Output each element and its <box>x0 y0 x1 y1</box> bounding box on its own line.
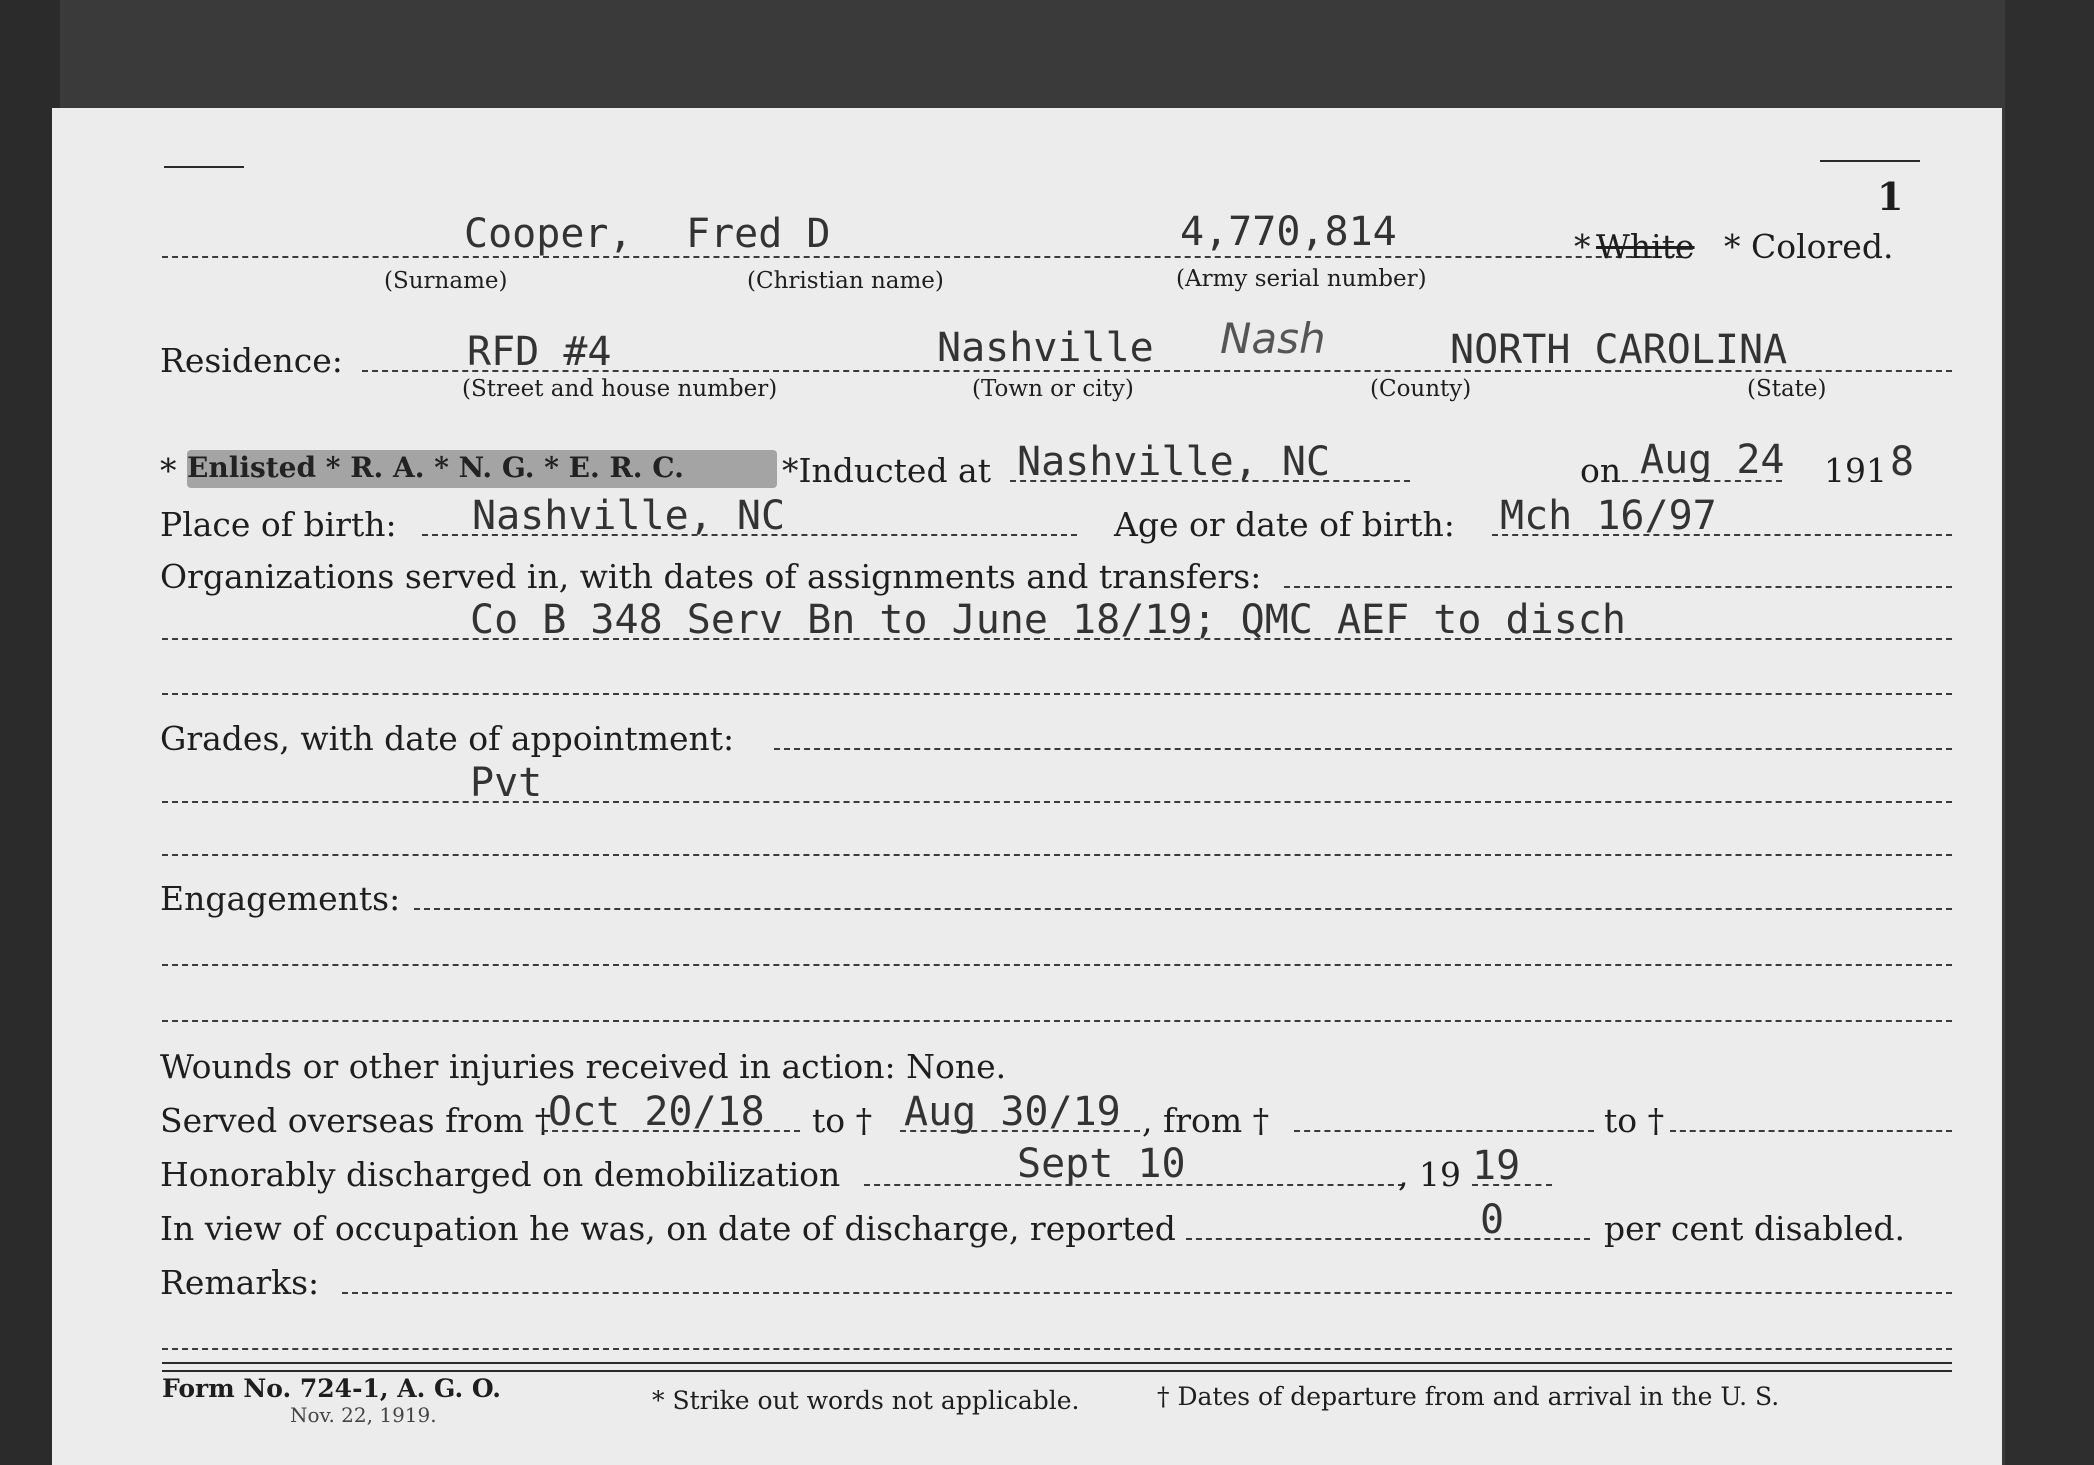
overseas-to-label: to † <box>812 1101 873 1140</box>
race-asterisk: * <box>1574 227 1591 266</box>
date-of-birth-value: Mch 16/97 <box>1500 493 1717 539</box>
footer-rule-1 <box>162 1362 1952 1364</box>
state-caption: (State) <box>1747 376 1827 402</box>
grades-line-2 <box>162 801 1952 803</box>
organizations-line-1 <box>1284 586 1952 588</box>
residence-street-value: RFD #4 <box>467 329 612 375</box>
disability-label: In view of occupation he was, on date of discharge, reported <box>160 1209 1176 1248</box>
town-caption: (Town or city) <box>972 376 1134 402</box>
discharge-year-suffix: 19 <box>1472 1143 1521 1189</box>
serial-number-caption: (Army serial number) <box>1176 266 1427 292</box>
scan-background-right <box>2005 0 2094 1465</box>
discharge-date-value: Sept 10 <box>1017 1141 1186 1187</box>
remarks-line-1 <box>342 1292 1952 1294</box>
overseas-from-value: Oct 20/18 <box>548 1089 765 1135</box>
grades-label: Grades, with date of appointment: <box>160 719 735 758</box>
surname-caption: (Surname) <box>384 268 508 294</box>
footer-rule-2 <box>162 1370 1952 1372</box>
engagements-line-1 <box>414 908 1952 910</box>
form-date: Nov. 22, 1919. <box>290 1403 437 1427</box>
card-number: 1 <box>1877 174 1904 219</box>
engagements-line-3 <box>162 1020 1952 1022</box>
disability-line <box>1186 1238 1590 1240</box>
organizations-line-3 <box>162 693 1952 695</box>
overseas-to2-line <box>1670 1130 1952 1132</box>
race-white-struck: White <box>1596 227 1695 266</box>
residence-county-handwritten: Nash <box>1220 314 1326 363</box>
disability-value: 0 <box>1480 1197 1505 1243</box>
christian-name-value: Fred D <box>686 211 831 257</box>
overseas-from-label: Served overseas from † <box>160 1101 552 1140</box>
serial-number-value: 4,770,814 <box>1180 209 1397 255</box>
top-right-rule <box>1820 160 1920 162</box>
induction-year-suffix: 8 <box>1890 439 1915 485</box>
induction-date-value: Aug 24 <box>1640 437 1785 483</box>
form-number: Form No. 724-1, A. G. O. <box>162 1374 501 1403</box>
enlisted-struck-text: Enlisted * R. A. * N. G. * E. R. C. <box>187 451 684 484</box>
discharge-label: Honorably discharged on demobilization <box>160 1155 841 1194</box>
name-line <box>162 256 1682 258</box>
top-left-rule <box>164 166 244 168</box>
inducted-at-value: Nashville, NC <box>1017 439 1331 485</box>
wounds-text: Wounds or other injuries received in action: None. <box>160 1047 1007 1086</box>
induction-on-label: on <box>1580 451 1622 490</box>
induction-year-prefix: 191 <box>1824 451 1887 490</box>
overseas-from2-label: , from † <box>1142 1101 1270 1140</box>
scan-background-left <box>0 0 60 1465</box>
place-of-birth-label: Place of birth: <box>160 505 397 544</box>
induction-star: * <box>160 451 177 490</box>
place-of-birth-value: Nashville, NC <box>472 493 786 539</box>
strike-out-note: * Strike out words not applicable. <box>652 1386 1080 1415</box>
overseas-from2-line <box>1294 1130 1594 1132</box>
grades-value: Pvt <box>470 760 543 806</box>
remarks-line-2 <box>162 1348 1952 1350</box>
disability-suffix: per cent disabled. <box>1604 1209 1906 1248</box>
grades-line-3 <box>162 854 1952 856</box>
organizations-label: Organizations served in, with dates of assignments and transfers: <box>160 557 1262 596</box>
engagements-line-2 <box>162 964 1952 966</box>
race-colored: * Colored. <box>1724 227 1894 266</box>
street-caption: (Street and house number) <box>462 376 778 402</box>
inducted-at-label: *Inducted at <box>782 451 991 490</box>
remarks-label: Remarks: <box>160 1263 320 1302</box>
date-of-birth-label: Age or date of birth: <box>1114 505 1455 544</box>
grades-line-1 <box>774 748 1952 750</box>
dates-note: † Dates of departure from and arrival in the U. S. <box>1157 1382 1780 1411</box>
residence-town-value: Nashville <box>937 325 1154 371</box>
overseas-to2-label: to † <box>1604 1101 1665 1140</box>
engagements-label: Engagements: <box>160 879 401 918</box>
service-record-card <box>52 108 2002 1465</box>
residence-state-value: NORTH CAROLINA <box>1450 327 1788 373</box>
residence-label: Residence: <box>160 341 343 380</box>
discharge-year-prefix: , 19 <box>1398 1155 1461 1194</box>
christian-name-caption: (Christian name) <box>747 268 944 294</box>
surname-value: Cooper, <box>464 211 633 257</box>
overseas-to-value: Aug 30/19 <box>904 1089 1121 1135</box>
county-caption: (County) <box>1370 376 1472 402</box>
organizations-value: Co B 348 Serv Bn to June 18/19; QMC AEF to disch <box>470 597 1626 643</box>
